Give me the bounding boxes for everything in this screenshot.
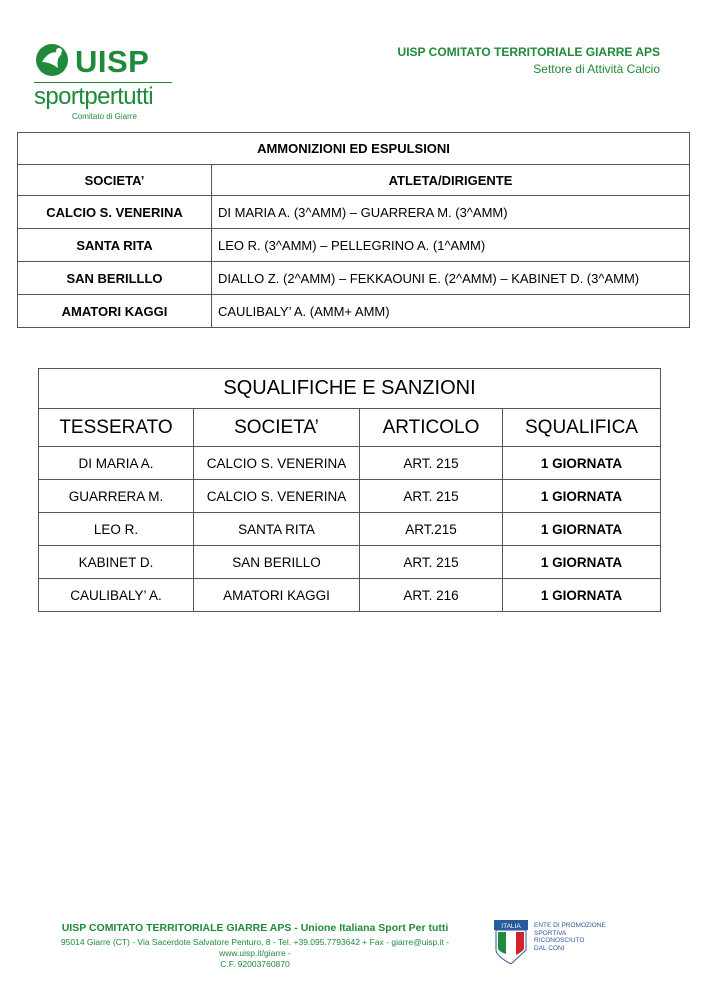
logo-sub-text: sportpertutti (34, 82, 172, 111)
articolo-cell: ART. 215 (360, 546, 503, 579)
societa-cell: AMATORI KAGGI (18, 295, 212, 328)
italia-shield-icon (494, 920, 528, 964)
societa-cell: CALCIO S. VENERINA (194, 447, 360, 480)
coni-line4: DAL CONI (534, 944, 565, 952)
societa-cell: CALCIO S. VENERINA (18, 196, 212, 229)
squalifica-cell: 1 GIORNATA (503, 480, 661, 513)
footer (30, 922, 480, 970)
col-header-societa: SOCIETA’ (194, 409, 360, 447)
coni-badge (494, 920, 614, 968)
societa-cell: AMATORI KAGGI (194, 579, 360, 612)
ammonizioni-table (17, 132, 690, 328)
tesserato-cell: KABINET D. (39, 546, 194, 579)
table-row (39, 480, 661, 513)
footer-address (30, 937, 480, 970)
col-header-squalifica: SQUALIFICA (503, 409, 661, 447)
table-row (39, 546, 661, 579)
coni-flag-label: ITALIA (501, 923, 521, 930)
societa-cell: SAN BERILLLO (18, 262, 212, 295)
ammonizioni-title: AMMONIZIONI ED ESPULSIONI (18, 133, 690, 165)
squalifica-cell: 1 GIORNATA (503, 546, 661, 579)
articolo-cell: ART. 215 (360, 447, 503, 480)
coni-line3: RICONOSCIUTO (534, 937, 585, 945)
societa-cell: CALCIO S. VENERINA (194, 480, 360, 513)
table-row (18, 295, 690, 328)
table-row (18, 262, 690, 295)
table-row (18, 229, 690, 262)
atleti-cell: LEO R. (3^AMM) – PELLEGRINO A. (1^AMM) (212, 229, 690, 262)
squalifica-cell: 1 GIORNATA (503, 579, 661, 612)
articolo-cell: ART. 216 (360, 579, 503, 612)
societa-cell: SAN BERILLO (194, 546, 360, 579)
header-right (398, 45, 660, 76)
articolo-cell: ART.215 (360, 513, 503, 546)
table-row (39, 447, 661, 480)
logo-small-text: Comitato di Giarre (72, 112, 137, 121)
societa-cell: SANTA RITA (194, 513, 360, 546)
articolo-cell: ART. 215 (360, 480, 503, 513)
squalifica-cell: 1 GIORNATA (503, 513, 661, 546)
uisp-runner-icon (32, 42, 72, 78)
table-row (39, 579, 661, 612)
tesserato-cell: CAULIBALY’ A. (39, 579, 194, 612)
footer-line3: C.F. 92003760870 (220, 959, 290, 969)
col-header-atleta: ATLETA/DIRIGENTE (212, 165, 690, 196)
tesserato-cell: LEO R. (39, 513, 194, 546)
footer-line2: 95014 Giarre (CT) - Via Sacerdote Salvatore Penturo, 8 - Tel. +39.095.7793642 + Fax - giarre@uisp.it - www.uisp.it/giarre - (60, 937, 450, 958)
atleti-cell: DI MARIA A. (3^AMM) – GUARRERA M. (3^AMM) (212, 196, 690, 229)
table-row (39, 513, 661, 546)
atleti-cell: DIALLO Z. (2^AMM) – FEKKAOUNI E. (2^AMM) – KABINET D. (3^AMM) (212, 262, 690, 295)
table-row (18, 196, 690, 229)
societa-cell: SANTA RITA (18, 229, 212, 262)
uisp-logo (32, 42, 182, 124)
atleti-cell: CAULIBALY’ A. (AMM+ AMM) (212, 295, 690, 328)
squalifica-cell: 1 GIORNATA (503, 447, 661, 480)
col-header-articolo: ARTICOLO (360, 409, 503, 447)
tesserato-cell: GUARRERA M. (39, 480, 194, 513)
squalifiche-table (38, 368, 661, 612)
squalifiche-title: SQUALIFICHE E SANZIONI (39, 369, 661, 409)
coni-line1: ENTE DI PROMOZIONE (534, 922, 606, 929)
logo-main-text: UISP (75, 44, 150, 79)
tesserato-cell: DI MARIA A. (39, 447, 194, 480)
header-title: UISP COMITATO TERRITORIALE GIARRE APS (397, 45, 660, 59)
col-header-societa: SOCIETA’ (18, 165, 212, 196)
coni-text (534, 922, 606, 952)
coni-line2: SPORTIVA (534, 929, 567, 937)
col-header-tesserato: TESSERATO (39, 409, 194, 447)
header-subtitle: Settore di Attività Calcio (533, 62, 660, 76)
footer-line1: UISP COMITATO TERRITORIALE GIARRE APS - Unione Italiana Sport Per tutti (61, 922, 449, 934)
